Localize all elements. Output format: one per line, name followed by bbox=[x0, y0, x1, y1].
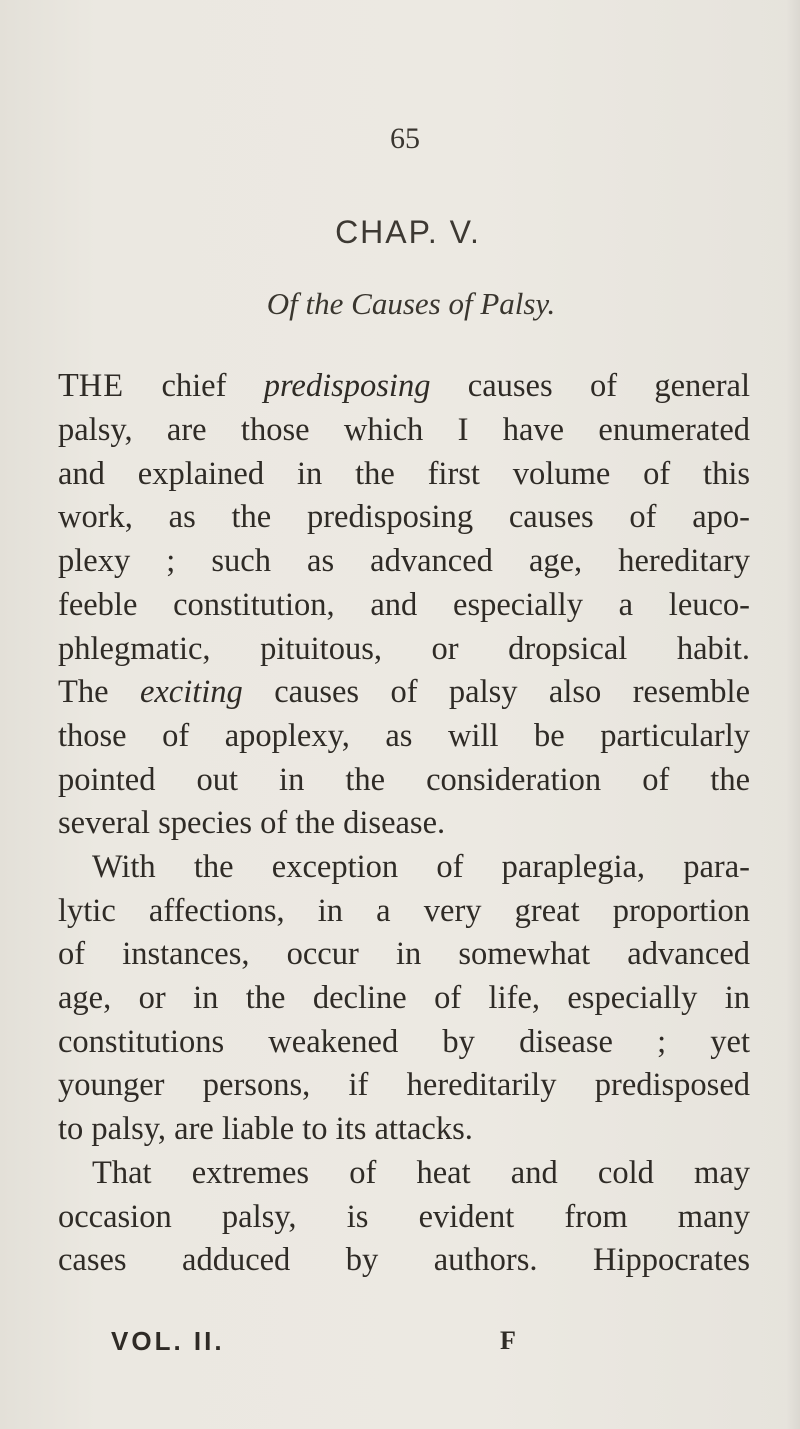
text-line bbox=[58, 585, 750, 625]
text-line bbox=[58, 1109, 750, 1149]
italic-text: exciting bbox=[139, 674, 243, 710]
text-line bbox=[58, 454, 750, 494]
text-run: lytic affections, in a very great proportion bbox=[58, 893, 750, 929]
signature-mark: F bbox=[500, 1326, 516, 1355]
text-line bbox=[58, 1153, 750, 1193]
text-line bbox=[58, 1197, 750, 1237]
text-line bbox=[58, 978, 750, 1018]
text-run: The bbox=[58, 674, 140, 710]
text-run: age, or in the decline of life, especially in bbox=[58, 980, 750, 1016]
page-number: 65 bbox=[390, 122, 420, 155]
text-run: T bbox=[58, 367, 79, 404]
text-line bbox=[58, 541, 750, 581]
text-run: feeble constitution, and especially a leuco- bbox=[58, 587, 750, 623]
text-run: constitutions weakened by disease ; yet bbox=[58, 1024, 750, 1060]
text-line bbox=[58, 366, 750, 406]
text-run: work, as the predisposing causes of apo- bbox=[58, 499, 750, 535]
text-run: pointed out in the consideration of the bbox=[58, 762, 750, 798]
text-run: palsy, are those which I have enumerated bbox=[58, 412, 750, 448]
chapter-subtitle: Of the Causes of Palsy. bbox=[266, 286, 556, 321]
text-run: causes of palsy also resemble bbox=[242, 674, 750, 710]
text-run: younger persons, if hereditarily predisposed bbox=[58, 1067, 750, 1103]
text-line bbox=[58, 847, 750, 887]
text-run: With the exception of paraplegia, para- bbox=[92, 849, 750, 885]
text-run: those of apoplexy, as will be particularly bbox=[58, 718, 750, 754]
text-line bbox=[58, 1022, 750, 1062]
text-line bbox=[58, 1240, 750, 1280]
text-line bbox=[58, 760, 750, 800]
text-line bbox=[58, 1065, 750, 1105]
text-line bbox=[58, 891, 750, 931]
text-line bbox=[58, 497, 750, 537]
text-run: phlegmatic, pituitous, or dropsical habit. bbox=[58, 631, 750, 667]
text-line bbox=[58, 803, 750, 843]
text-run: to palsy, are liable to its attacks. bbox=[58, 1111, 473, 1147]
text-run: occasion palsy, is evident from many bbox=[58, 1199, 750, 1235]
text-line bbox=[58, 934, 750, 974]
text-line bbox=[58, 410, 750, 450]
text-run: and explained in the first volume of this bbox=[58, 456, 750, 492]
text-line bbox=[58, 672, 750, 712]
text-run: chief bbox=[124, 368, 264, 404]
text-run: That extremes of heat and cold may bbox=[92, 1155, 750, 1191]
text-run: of instances, occur in somewhat advanced bbox=[58, 936, 750, 972]
text-run: HE bbox=[78, 368, 125, 404]
italic-text: predisposing bbox=[263, 368, 431, 404]
text-run: plexy ; such as advanced age, hereditary bbox=[58, 543, 750, 579]
text-run: causes of general bbox=[430, 368, 750, 404]
page-edge-shadow bbox=[786, 0, 800, 1429]
text-line bbox=[58, 629, 750, 669]
page-footer bbox=[0, 1326, 800, 1366]
text-line bbox=[58, 716, 750, 756]
text-run: cases adduced by authors. Hippocrates bbox=[58, 1242, 750, 1278]
chapter-heading: CHAP. V. bbox=[335, 214, 481, 250]
volume-marker: VOL. II. bbox=[111, 1326, 225, 1356]
text-run: several species of the disease. bbox=[58, 805, 446, 841]
